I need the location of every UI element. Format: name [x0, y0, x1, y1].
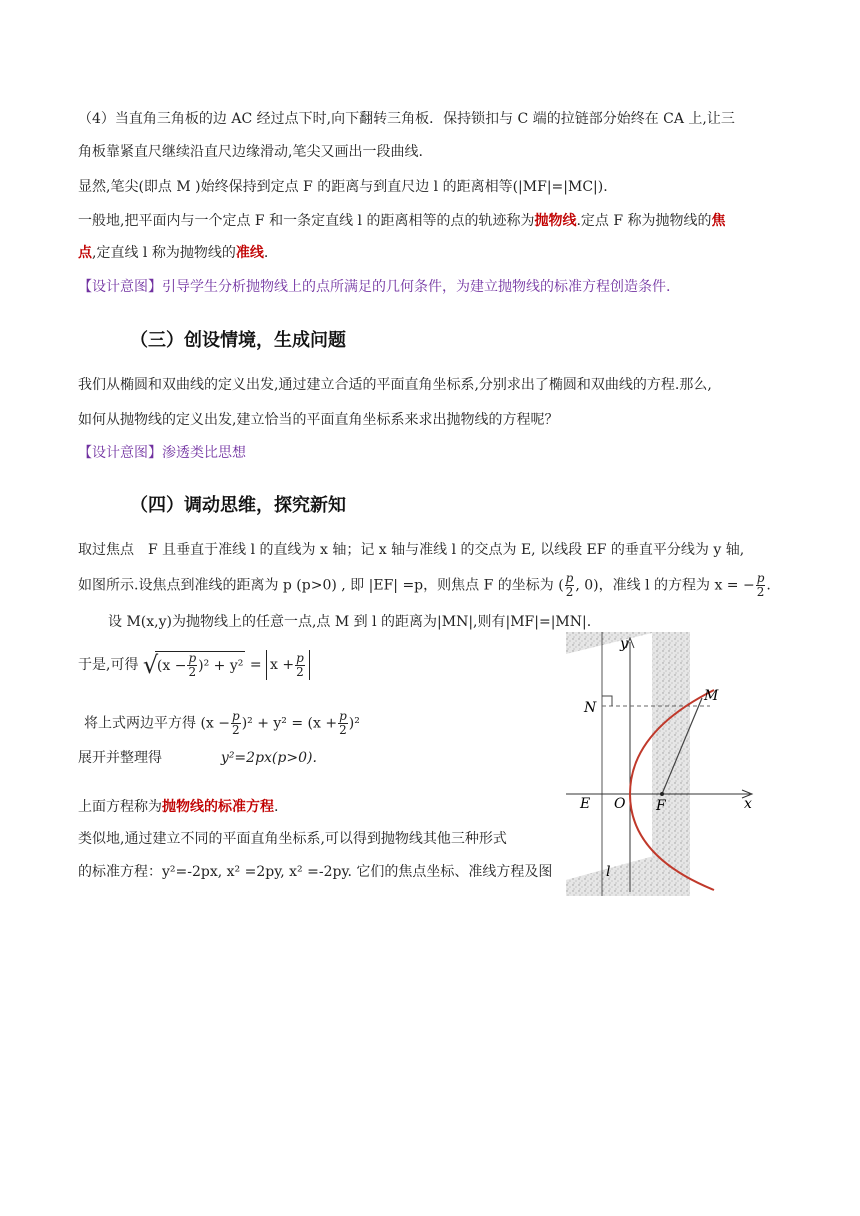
label-l: l — [606, 864, 611, 880]
numerator: p — [756, 571, 765, 585]
equation-3-prefix: 展开并整理得 — [78, 750, 162, 766]
label-o: O — [614, 796, 626, 812]
label-y: y — [620, 636, 628, 652]
section4-line1: 取过焦点 F 且垂直于准线 l 的直线为 x 轴；记 x 轴与准线 l 的交点为 E, 以线段 EF 的垂直平分线为 y 轴, — [78, 542, 745, 558]
section-heading-4: （四）调动思维，探究新知 — [130, 495, 346, 516]
equation-2-prefix: 将上式两边平方得 — [84, 715, 196, 732]
denominator: 2 — [232, 723, 240, 737]
term-directrix: 准线 — [235, 245, 264, 261]
para1-line1: （4）当直角三角板的边 AC 经过点下时,向下翻转三角板．保持锁扣与 C 端的拉链部分始终在 CA 上,让三 — [78, 111, 735, 127]
equation-3 — [78, 748, 317, 768]
other-forms-line2: 的标准方程：y²=-2px, x² =2py, x² =-2py. 它们的焦点坐标、准线方程及图 — [78, 864, 553, 880]
term-parabola: 抛物线 — [534, 213, 577, 229]
fraction-p-over-2 — [565, 572, 575, 599]
radicand: (x − $\frac{p}{2}$ )² + y² — [156, 651, 244, 679]
equation-2: 将上式两边平方得 (x − $\frac{p}{2}$ )² + y² = (x + $\frac{p}{2}$ )² — [84, 709, 360, 737]
term-focus-part2: 点 — [78, 245, 92, 261]
focus-point — [660, 792, 664, 796]
para1-line2: 角板靠紧直尺继续沿直尺边缘滑动,笔尖又画出一段曲线. — [78, 144, 423, 160]
definition-text-2: .定点 F 称为抛物线的 — [576, 213, 712, 229]
period: . — [766, 577, 771, 594]
equation-3-formula: y²=2px(p>0). — [220, 750, 317, 766]
definition-text-3: ,定直线 l 称为抛物线的 — [92, 245, 236, 261]
section4-text: 如图所示.设焦点到准线的距离为 p (p>0) , 即 |EF| =p，则焦点 F 的坐标为 ( — [78, 577, 564, 594]
standard-equation-line — [78, 797, 278, 817]
numerator: p — [232, 709, 240, 723]
absolute-value: x + $\frac{p}{2}$ — [266, 650, 310, 680]
denominator: 2 — [565, 585, 574, 599]
definition-line1 — [78, 211, 726, 231]
radical-sign: √ — [142, 650, 159, 679]
period: . — [274, 799, 279, 815]
numerator: p — [188, 651, 197, 665]
period: . — [263, 245, 269, 261]
numerator: p — [565, 571, 574, 585]
section3-line2: 如何从抛物线的定义出发,建立恰当的平面直角坐标系来求出抛物线的方程呢？ — [78, 412, 559, 428]
label-x: x — [744, 796, 752, 812]
design-intent-2: 【设计意图】渗透类比思想 — [78, 445, 246, 461]
equation-1-prefix: 于是,可得 — [78, 657, 139, 673]
fraction-p-over-2-b — [756, 572, 766, 599]
section-heading-3: （三）创设情境，生成问题 — [130, 330, 346, 351]
right-angle-mark — [602, 696, 612, 706]
equation-1: 于是,可得 √ (x − $\frac{p}{2}$ )² + y² = x + $\frac{p}{2}$ — [78, 650, 310, 680]
denominator: 2 — [756, 585, 765, 599]
label-e: E — [580, 796, 591, 812]
denominator: 2 — [339, 723, 347, 737]
numerator: p — [296, 650, 304, 665]
label-n: N — [584, 700, 597, 716]
other-forms-line1: 类似地,通过建立不同的平面直角坐标系,可以得到抛物线其他三种形式 — [78, 831, 507, 847]
label-f: F — [656, 798, 666, 814]
definition-line2 — [78, 243, 268, 263]
triangle-plate-bottom — [566, 846, 690, 896]
section4-line3: 设 M(x,y)为抛物线上的任意一点,点 M 到 l 的距离为|MN|,则有|MF|=|MN|. — [108, 614, 592, 630]
triangle-plate-top — [566, 632, 656, 654]
denominator: 2 — [188, 665, 197, 679]
section3-line1: 我们从椭圆和双曲线的定义出发,通过建立合适的平面直角坐标系,分别求出了椭圆和双曲线的方程.那么, — [78, 377, 712, 393]
term-standard-equation: 抛物线的标准方程 — [162, 799, 274, 815]
numerator: p — [339, 709, 347, 723]
section4-text-2: , 0)，准线 l 的方程为 x = − — [575, 577, 755, 594]
para2: 显然,笔尖(即点 M )始终保持到定点 F 的距离与到直尺边 l 的距离相等(|MF|=|MC|). — [78, 179, 608, 195]
square-root — [143, 651, 245, 680]
parabola-figure — [566, 632, 778, 896]
std-text: 上面方程称为 — [78, 799, 162, 815]
term-focus-part1: 焦 — [711, 213, 726, 229]
definition-text: 一般地,把平面内与一个定点 F 和一条定直线 l 的距离相等的点的轨迹称为 — [78, 213, 535, 229]
design-intent-1: 【设计意图】引导学生分析抛物线上的点所满足的几何条件，为建立抛物线的标准方程创造条件. — [78, 279, 671, 295]
section4-line2 — [78, 572, 771, 599]
denominator: 2 — [296, 664, 304, 679]
label-m: M — [704, 688, 719, 704]
